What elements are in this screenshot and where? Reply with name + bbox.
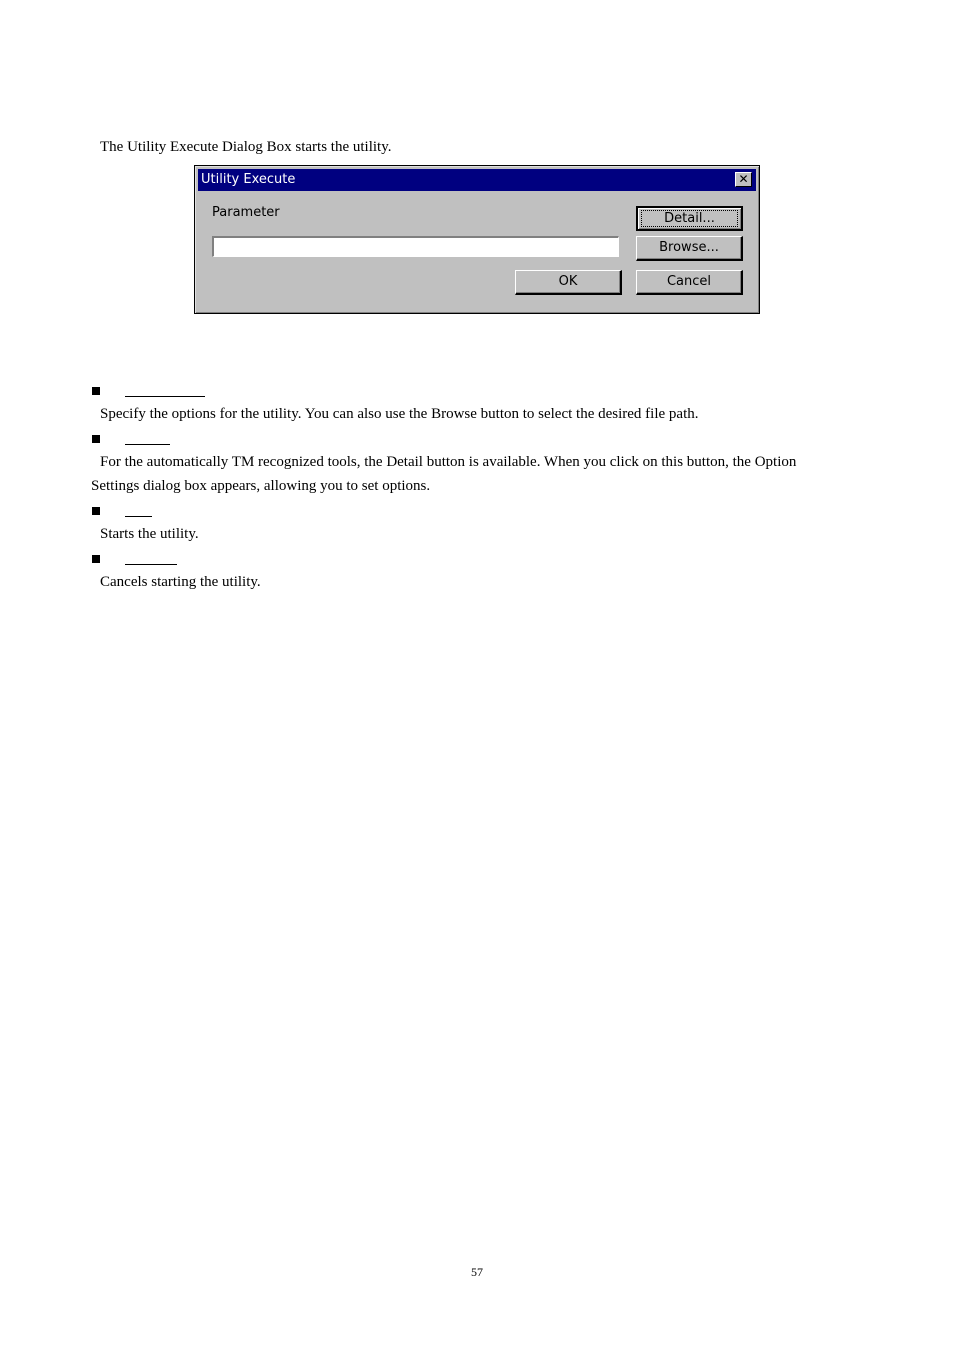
item-heading-underline [125, 516, 152, 517]
page-number: 57 [471, 1265, 483, 1279]
parameter-label: Parameter [212, 205, 280, 220]
parameter-input[interactable] [212, 236, 619, 257]
bullet-icon [92, 507, 100, 515]
item-heading-underline [125, 444, 170, 445]
ok-description: Starts the utility. [100, 526, 199, 542]
bullet-icon [92, 387, 100, 395]
utility-execute-dialog [194, 165, 760, 314]
browse-button[interactable]: Browse... [636, 236, 743, 261]
dialog-titlebar[interactable] [198, 169, 756, 191]
item-heading-underline [125, 564, 177, 565]
close-icon[interactable]: ✕ [735, 172, 752, 187]
dialog-title: Utility Execute [201, 172, 296, 187]
detail-button[interactable] [636, 206, 743, 231]
cancel-button[interactable]: Cancel [636, 270, 743, 295]
detail-button-label: Detail... [641, 210, 738, 227]
bullet-icon [92, 435, 100, 443]
parameter-description: Specify the options for the utility. You can also use the Browse button to select the desired file path. [100, 406, 699, 422]
cancel-description: Cancels starting the utility. [100, 574, 261, 590]
ok-button[interactable]: OK [515, 270, 622, 295]
detail-description-line2: Settings dialog box appears, allowing you to set options. [91, 478, 431, 494]
detail-description-line1: For the automatically TM recognized tools, the Detail button is available. When you click on this button, the Option [100, 454, 797, 470]
item-heading-underline [125, 396, 205, 397]
intro-text: The Utility Execute Dialog Box starts the utility. [100, 139, 392, 155]
bullet-icon [92, 555, 100, 563]
